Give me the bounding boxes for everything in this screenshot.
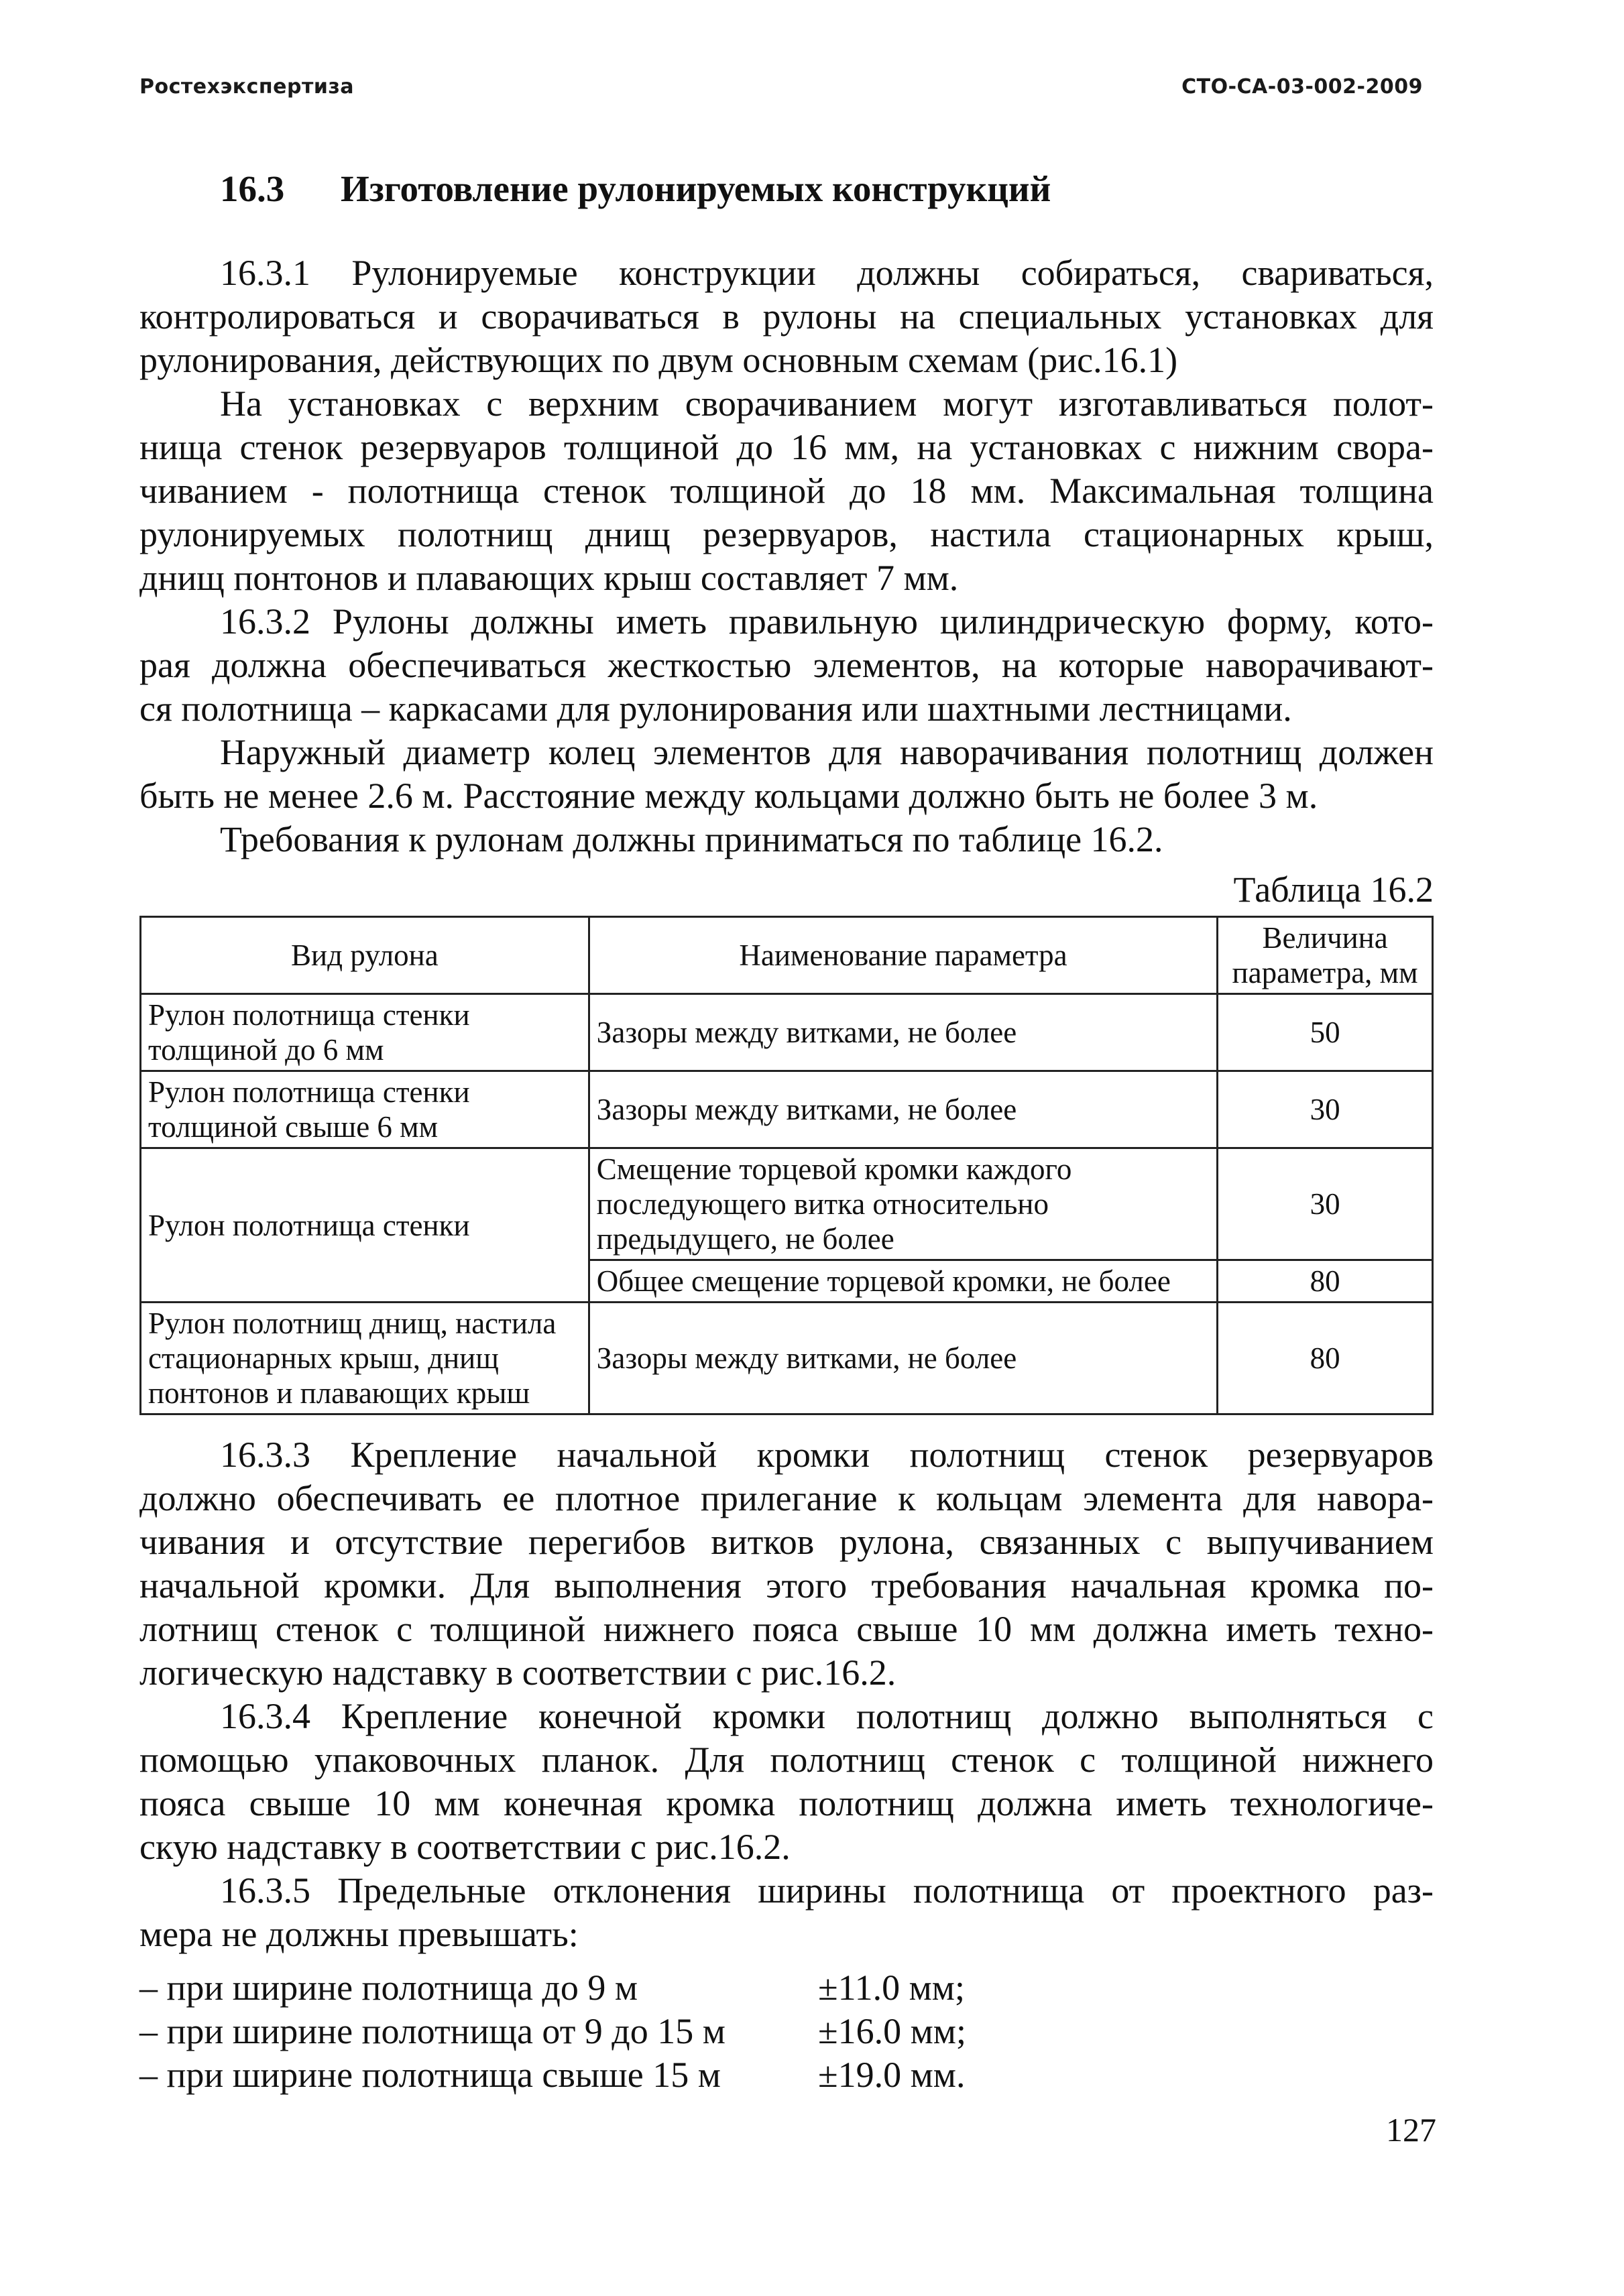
paragraph-16-3-5 — [139, 1869, 1434, 1956]
table-cell-value: 80 — [1218, 1303, 1433, 1414]
text-line: быть не менее 2.6 м. Расстояние между кольцами должно быть не более 3 м. — [139, 776, 1318, 816]
table-cell-value: 50 — [1218, 994, 1433, 1071]
page-number: 127 — [1386, 2111, 1436, 2149]
tolerance-label: – при ширине полотнища до 9 м — [139, 1968, 638, 2008]
text-line: начальной кромки. Для выполнения этого требования начальная кромка по- — [139, 1565, 1434, 1606]
table-cell-roll-type: Рулон полотнища стенки толщиной до 6 мм — [141, 994, 589, 1071]
tolerance-value: ±16.0 мм; — [818, 2011, 966, 2051]
paragraph-table-reference — [139, 818, 1434, 861]
text-line: днищ понтонов и плавающих крыш составляет 7 мм. — [139, 558, 959, 598]
column-header: Вид рулона — [141, 917, 589, 994]
text-line: помощью упаковочных планок. Для полотнищ стенок с толщиной нижнего — [139, 1740, 1434, 1780]
header-organization: Ростехэкспертиза — [139, 75, 355, 99]
list-item — [139, 2010, 1434, 2053]
table-cell-parameter: Зазоры между витками, не более — [589, 994, 1217, 1071]
text-line: 16.3.5 Предельные отклонения ширины полотнища от проектного раз- — [220, 1870, 1434, 1911]
table-cell-parameter: Общее смещение торцевой кромки, не более — [589, 1260, 1217, 1303]
text-line: На установках с верхним сворачиванием могут изготавливаться полот- — [220, 383, 1434, 424]
tolerance-label: – при ширине полотнища от 9 до 15 м — [139, 2011, 726, 2051]
text-line: ся полотнища – каркасами для рулонирования или шахтными лестницами. — [139, 688, 1292, 729]
section-title — [220, 168, 1051, 210]
paragraph-ring-diameter — [139, 731, 1434, 818]
paragraph-16-3-1 — [139, 251, 1434, 382]
tolerance-list — [139, 1966, 1434, 2097]
text-line: рая должна обеспечиваться жесткостью элементов, на которые наворачивают- — [139, 645, 1434, 685]
text-line: скую надставку в соответствии с рис.16.2. — [139, 1827, 791, 1867]
table-cell-value: 30 — [1218, 1071, 1433, 1148]
text-line: рулонирования, действующих по двум основным схемам (рис.16.1) — [139, 340, 1178, 380]
text-line: пояса свыше 10 мм конечная кромка полотнищ должна иметь технологиче- — [139, 1783, 1434, 1823]
table-row — [141, 1303, 1433, 1414]
text-line: Наружный диаметр колец элементов для наворачивания полотнищ должен — [220, 732, 1434, 772]
text-line: мера не должны превышать: — [139, 1914, 579, 1954]
table-row — [141, 1148, 1433, 1260]
tolerance-label: – при ширине полотнища свыше 15 м — [139, 2055, 721, 2095]
table-cell-value: 80 — [1218, 1260, 1433, 1303]
text-line: нища стенок резервуаров толщиной до 16 мм, на установках с нижним свора- — [139, 427, 1434, 467]
text-line: лотнищ стенок с толщиной нижнего пояса свыше 10 мм должна иметь техно- — [139, 1609, 1434, 1649]
header-document-code: СТО-СА-03-002-2009 — [1181, 75, 1423, 99]
text-line: чиванием - полотнища стенок толщиной до 18 мм. Максимальная толщина — [139, 471, 1434, 511]
column-header: Величина параметра, мм — [1218, 917, 1433, 994]
tolerance-value: ±11.0 мм; — [818, 1968, 965, 2008]
text-line: 16.3.2 Рулоны должны иметь правильную цилиндрическую форму, кото- — [220, 601, 1434, 642]
text-block-top — [139, 251, 1434, 861]
text-line: рулонируемых полотнищ днищ резервуаров, настила стационарных крыш, — [139, 514, 1434, 554]
roll-requirements-table — [139, 916, 1434, 1415]
text-line: 16.3.4 Крепление конечной кромки полотнищ должно выполняться с — [220, 1696, 1434, 1736]
list-item — [139, 2053, 1434, 2097]
table-cell-roll-type: Рулон полотнища стенки толщиной свыше 6 мм — [141, 1071, 589, 1148]
table-caption: Таблица 16.2 — [1233, 869, 1434, 910]
section-number: 16.3 — [220, 168, 285, 209]
table-row — [141, 1071, 1433, 1148]
text-line: контролироваться и сворачиваться в рулоны на специальных установках для — [139, 296, 1434, 337]
paragraph-16-3-3 — [139, 1433, 1434, 1695]
list-item — [139, 1966, 1434, 2010]
tolerance-value: ±19.0 мм. — [818, 2055, 966, 2095]
table-cell-parameter: Смещение торцевой кромки каждого последующего витка относительно предыдущего, не более — [589, 1148, 1217, 1260]
text-block-bottom — [139, 1433, 1434, 1956]
paragraph-installations — [139, 382, 1434, 600]
text-line: 16.3.3 Крепление начальной кромки полотнищ стенок резервуаров — [220, 1435, 1434, 1475]
table-row — [141, 994, 1433, 1071]
text-line: чивания и отсутствие перегибов витков рулона, связанных с выпучиванием — [139, 1522, 1434, 1562]
text-line: логическую надставку в соответствии с рис.16.2. — [139, 1652, 896, 1693]
section-heading: Изготовление рулонируемых конструкций — [341, 168, 1051, 209]
table-cell-parameter: Зазоры между витками, не более — [589, 1071, 1217, 1148]
table-header-row — [141, 917, 1433, 994]
text-line: Требования к рулонам должны приниматься по таблице 16.2. — [220, 819, 1163, 859]
text-line: должно обеспечивать ее плотное прилегание к кольцам элемента для навора- — [139, 1478, 1434, 1518]
column-header: Наименование параметра — [589, 917, 1217, 994]
paragraph-16-3-4 — [139, 1695, 1434, 1869]
table-cell-roll-type: Рулон полотнищ днищ, настила стационарных крыш, днищ понтонов и плавающих крыш — [141, 1303, 589, 1414]
table-cell-value: 30 — [1218, 1148, 1433, 1260]
table-cell-roll-type: Рулон полотнища стенки — [141, 1148, 589, 1303]
text-line: 16.3.1 Рулонируемые конструкции должны собираться, свариваться, — [220, 253, 1434, 293]
paragraph-16-3-2 — [139, 600, 1434, 731]
table-cell-parameter: Зазоры между витками, не более — [589, 1303, 1217, 1414]
